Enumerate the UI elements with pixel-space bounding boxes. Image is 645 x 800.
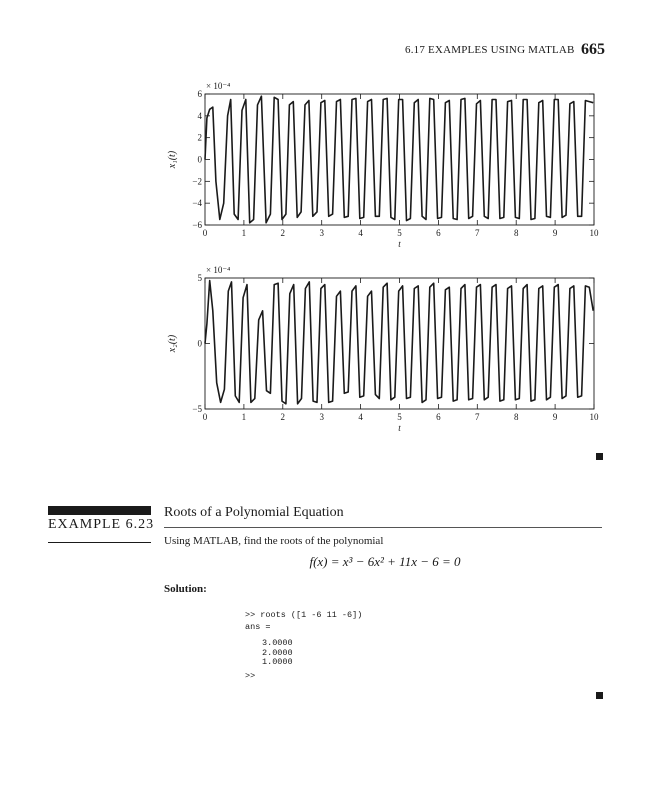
y-axis-label: x₂(t) bbox=[167, 334, 178, 353]
x-tick-label: 4 bbox=[358, 412, 363, 422]
section-title: 6.17 EXAMPLES USING MATLAB bbox=[405, 44, 575, 56]
example-bar bbox=[48, 506, 151, 515]
x-axis-label: t bbox=[398, 423, 401, 433]
x-tick-label: 5 bbox=[397, 228, 402, 238]
y-tick-label: −4 bbox=[192, 198, 202, 209]
x-axis-label: t bbox=[398, 239, 401, 249]
axis-multiplier: × 10⁻⁴ bbox=[206, 81, 231, 91]
x-tick-label: 3 bbox=[319, 412, 324, 422]
y-tick-label: 0 bbox=[197, 338, 202, 349]
x-tick-label: 8 bbox=[513, 412, 519, 422]
x-tick-label: 7 bbox=[475, 412, 480, 422]
running-header bbox=[0, 41, 645, 64]
x-tick-label: 1 bbox=[241, 412, 247, 422]
series-line bbox=[205, 281, 593, 404]
x-tick-label: 4 bbox=[358, 228, 363, 238]
code-prompt: >> bbox=[245, 671, 256, 681]
axis-multiplier: × 10⁻⁴ bbox=[206, 265, 231, 275]
polynomial-equation bbox=[0, 554, 645, 570]
example-label: EXAMPLE 6.23 bbox=[48, 517, 155, 532]
code-value-2: 2.0000 bbox=[262, 648, 293, 658]
example-rule bbox=[48, 542, 151, 543]
y-tick-label: 6 bbox=[197, 89, 202, 99]
equation-text: f(x) = x³ − 6x² + 11x − 6 = 0 bbox=[309, 554, 461, 569]
x-tick-label: 7 bbox=[475, 228, 480, 238]
x-tick-label: 6 bbox=[436, 412, 441, 422]
end-of-example-mark bbox=[596, 692, 603, 699]
x-tick-label: 0 bbox=[202, 412, 208, 422]
y-tick-label: −2 bbox=[192, 176, 202, 187]
end-of-example-mark bbox=[596, 453, 603, 460]
problem-statement: Using MATLAB, find the roots of the polynomial bbox=[164, 535, 384, 547]
x-tick-label: 6 bbox=[436, 228, 441, 238]
x-tick-label: 8 bbox=[513, 228, 519, 238]
example-title: Roots of a Polynomial Equation bbox=[164, 505, 344, 520]
plot-x2 bbox=[0, 258, 645, 448]
y-tick-label: −6 bbox=[192, 220, 202, 230]
solution-label: Solution: bbox=[164, 583, 207, 595]
x-tick-label: 10 bbox=[589, 412, 599, 422]
y-tick-label: 4 bbox=[197, 110, 202, 121]
code-ans: ans = bbox=[245, 622, 271, 632]
x-tick-label: 5 bbox=[397, 412, 402, 422]
y-tick-label: 0 bbox=[197, 154, 202, 165]
y-tick-label: −5 bbox=[192, 404, 202, 414]
x-tick-label: 3 bbox=[319, 228, 324, 238]
y-axis-label: x₁(t) bbox=[167, 150, 178, 169]
code-value-3: 1.0000 bbox=[262, 657, 293, 667]
code-value-1: 3.0000 bbox=[262, 638, 293, 648]
x-tick-label: 2 bbox=[280, 412, 286, 422]
x-tick-label: 10 bbox=[589, 228, 599, 238]
x-tick-label: 9 bbox=[552, 412, 558, 422]
code-command: >> roots ([1 -6 11 -6]) bbox=[245, 610, 363, 620]
y-tick-label: 5 bbox=[197, 273, 202, 283]
series-line bbox=[205, 96, 593, 223]
x-tick-label: 0 bbox=[202, 228, 208, 238]
title-rule bbox=[164, 527, 602, 528]
x-tick-label: 2 bbox=[280, 228, 286, 238]
x-tick-label: 1 bbox=[241, 228, 247, 238]
page-number: 665 bbox=[581, 41, 605, 58]
x-tick-label: 9 bbox=[552, 228, 558, 238]
y-tick-label: 2 bbox=[197, 132, 202, 143]
